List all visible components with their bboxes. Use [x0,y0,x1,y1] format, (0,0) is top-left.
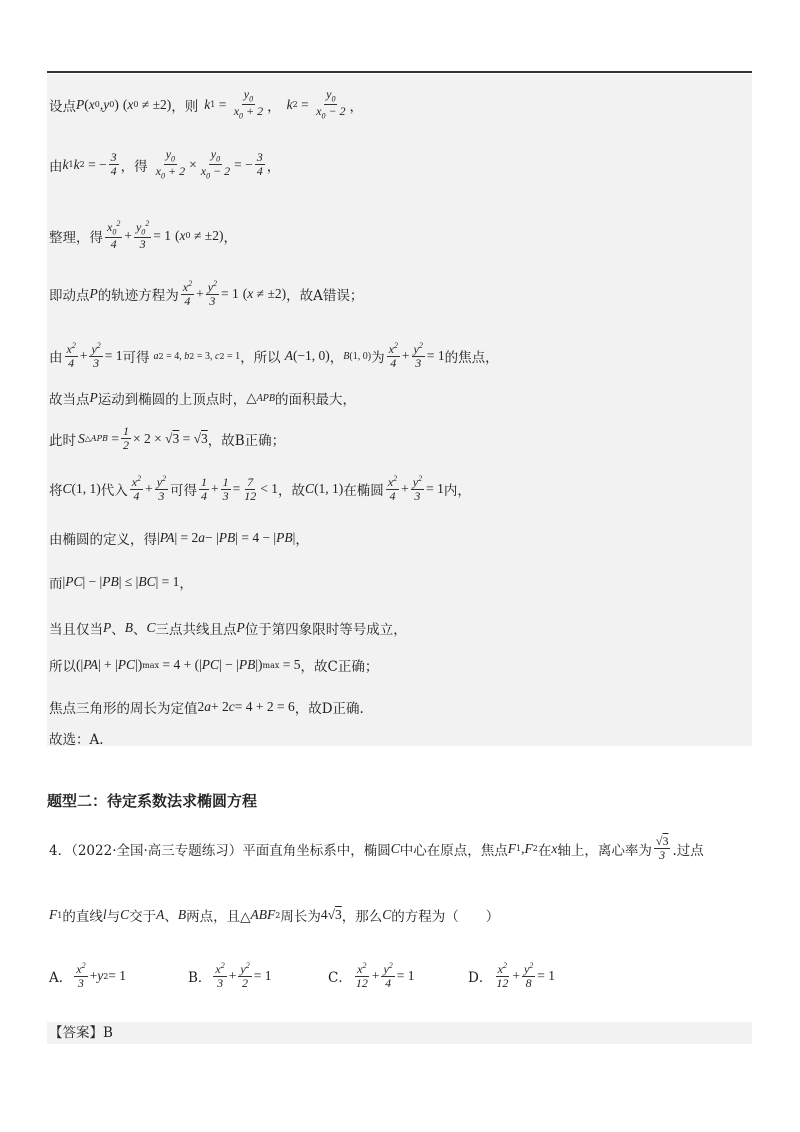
question-4-line-2: F 1 的直线 l 与 C 交于 A 、 B 两点，且△ ABF 2 周长为 4√3 ，那么 C 的方程为（ ） [49,907,500,925]
solution-line-5: 由 $\frac{x^2}{4}$ + $\frac{y^2}{3}$ = 1 可得 a 2 = 4, b 2 = 3, c 2 = 1 ，所以 A (−1, 0) ， B (1, 0) 为 $\frac{x^2}{4}$ + $\frac{y^2}{3}$ = 1 的焦点， [49,341,499,371]
top-rule [47,71,752,73]
solution-line-14: 故选：A. [49,732,104,748]
solution-line-13: 焦点三角形的周长为定值 2 a + 2 c = 4 + 2 = 6 ，故D正确. [49,699,364,717]
solution-line-3: 整理，得 $\frac{x_0^2}{4}$ + $\frac{y_0^2}{3}$ = 1 ( x 0 ≠ ±2) ， [49,219,237,252]
solution-line-11: 当且仅当 P 、 B 、 C 三点共线且点 P 位于第四象限时等号成立， [49,620,407,638]
answer-box [47,1022,752,1044]
solution-line-7: 此时 S △APB = $\frac{1}{2}$ × 2 × √3 = √3 ，故B正确； [49,424,286,453]
answer-label: 【答案】B [49,1025,113,1041]
solution-line-6: 故当点 P 运动到椭圆的上顶点时， △ APB 的面积最大， [49,390,356,408]
option-d[interactable]: D． $\frac{x^2}{12}$ + $\frac{y^2}{8}$ = 1 [468,961,556,991]
solution-line-1: 设点 P ( x 0 , y 0 ) ( x 0 ≠ ±2) ，则 k 1 = $\frac{y_0}{x_0 + 2}$ ， k 2 = $\frac{y_0}{x_0 - 2}$ ， [49,87,364,121]
solution-line-12: 所以 (| PA | + | PC |) max = 4 + (| PC | − | PB |) max = 5 ，故C正确； [49,657,379,675]
solution-line-8: 将 C (1, 1) 代入 $\frac{x^2}{4}$ + $\frac{y^2}{3}$ 可得 $\frac{1}{4}$ + $\frac{1}{3}$ = $\frac{7}{12}$ < 1 ，故 C (1, 1) 在椭圆 $\frac{x^2}{4}$ + $\frac{y^2}{3}$ = 1 内， [49,474,471,504]
solution-line-2: 由 k 1 k 2 = − $\frac{3}{4}$ ，得 $\frac{y_0}{x_0 + 2}$ × $\frac{y_0}{x_0 - 2}$ = − $\frac{3}{4}$ ， [49,147,281,181]
section-title: 题型二：待定系数法求椭圆方程 [47,792,258,810]
option-b[interactable]: B． $\frac{x^2}{3}$ + $\frac{y^2}{2}$ = 1 [188,961,272,991]
solution-line-4: 即动点 P 的轨迹方程为 $\frac{x^2}{4}$ + $\frac{y^2}{3}$ = 1 ( x ≠ ±2) ，故A错误； [49,279,364,309]
solution-line-9: 由椭圆的定义，得 | PA | = 2 a − | PB | = 4 − | PB | ， [49,530,309,548]
solution-line-10: 而 | PC | − | PB | ≤ | BC | = 1 ， [49,574,193,592]
question-4-line-1: 4．（2022·全国·高三专题练习）平面直角坐标系中，椭圆 C 中心在原点，焦点 F 1 , F 2 在 x 轴上，离心率为 $\frac{√3}{3}$ .过点 [49,834,704,863]
option-a[interactable]: A． $\frac{x^2}{3}$ + y 2 = 1 [49,961,127,991]
option-c[interactable]: C． $\frac{x^2}{12}$ + $\frac{y^2}{4}$ = 1 [328,961,415,991]
